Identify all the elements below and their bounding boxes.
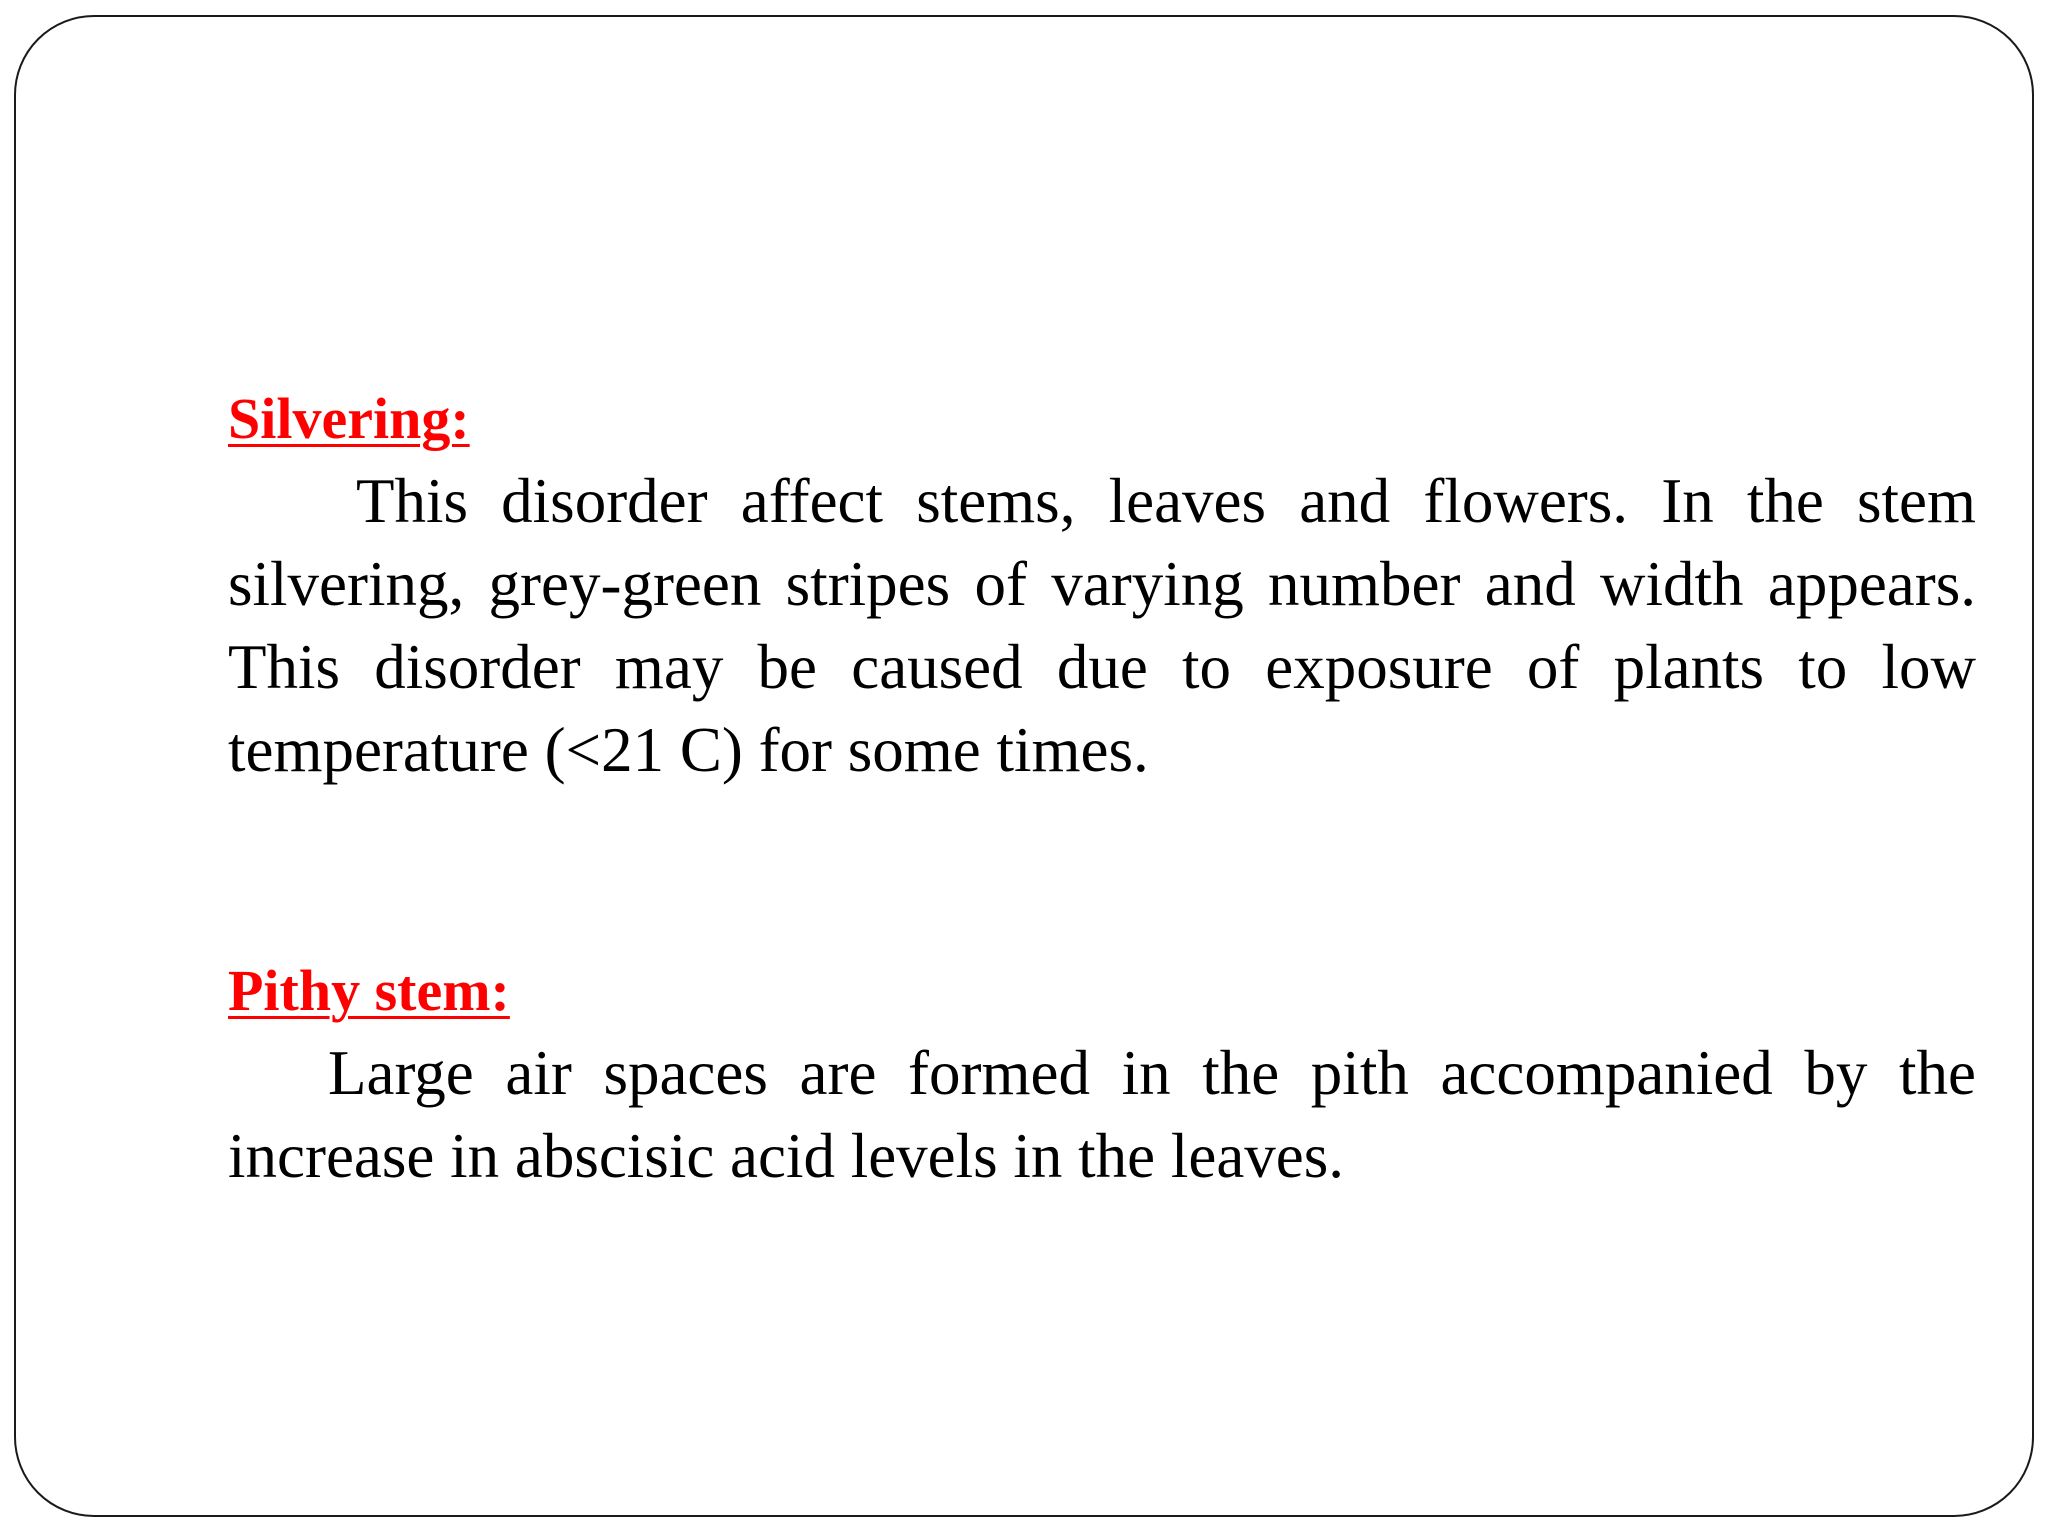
paragraph-silvering: This disorder affect stems, leaves and flowers. In the stem silvering, grey-green stripes of varying number and width appears. This disorder may be caused due to exposure of plants to low temperature (<21 C) for some times.: [228, 466, 1976, 785]
heading-silvering: Silvering:: [228, 386, 470, 451]
section-silvering: [228, 378, 1976, 792]
paragraph-pithy-stem: Large air spaces are formed in the pith accompanied by the increase in abscisic acid levels in the leaves.: [228, 1038, 1976, 1191]
section-pithy-stem: [228, 950, 1976, 1198]
heading-pithy-stem: Pithy stem:: [228, 958, 510, 1023]
